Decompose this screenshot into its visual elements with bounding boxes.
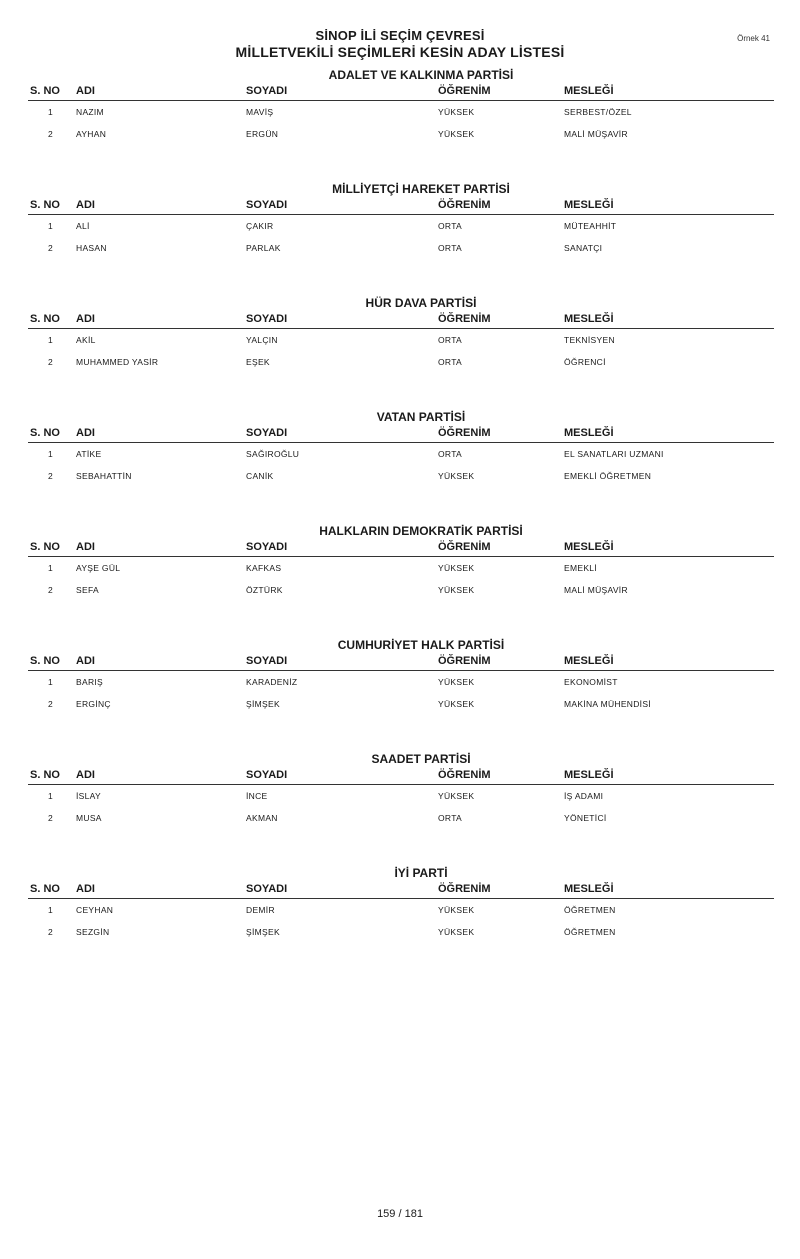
party-section	[28, 408, 774, 487]
candidate-number: 2	[48, 357, 54, 367]
candidate-surname: PARLAK	[246, 243, 281, 253]
candidate-education: YÜKSEK	[438, 791, 475, 801]
column-header-surname: SOYADI	[246, 85, 288, 97]
candidate-education: YÜKSEK	[438, 471, 475, 481]
column-header-row	[28, 198, 774, 215]
candidate-name: SEFA	[76, 585, 99, 595]
candidate-surname: DEMİR	[246, 905, 275, 915]
candidate-occupation: ÖĞRETMEN	[564, 905, 616, 915]
candidate-education: ORTA	[438, 221, 463, 231]
candidate-occupation: EL SANATLARI UZMANI	[564, 449, 664, 459]
party-section	[28, 522, 774, 601]
candidate-surname: AKMAN	[246, 813, 278, 823]
candidate-occupation: ÖĞRETMEN	[564, 927, 616, 937]
candidate-education: ORTA	[438, 243, 463, 253]
document-header	[0, 28, 800, 60]
column-header-no: S. NO	[30, 199, 60, 211]
column-header-occupation: MESLEĞİ	[564, 883, 614, 895]
candidate-name: AKİL	[76, 335, 96, 345]
column-header-row	[28, 84, 774, 101]
column-header-education: ÖĞRENİM	[438, 427, 491, 439]
column-header-name: ADI	[76, 427, 95, 439]
candidate-row	[28, 465, 774, 487]
candidate-number: 2	[48, 699, 54, 709]
candidate-row	[28, 693, 774, 715]
candidate-number: 1	[48, 905, 54, 915]
candidate-row	[28, 671, 774, 693]
column-header-no: S. NO	[30, 769, 60, 781]
candidate-surname: YALÇIN	[246, 335, 278, 345]
column-header-row	[28, 426, 774, 443]
candidate-surname: ŞİMŞEK	[246, 699, 280, 709]
column-header-education: ÖĞRENİM	[438, 199, 491, 211]
column-header-name: ADI	[76, 85, 95, 97]
column-header-name: ADI	[76, 199, 95, 211]
column-header-occupation: MESLEĞİ	[564, 85, 614, 97]
candidate-education: YÜKSEK	[438, 129, 475, 139]
column-header-name: ADI	[76, 655, 95, 667]
column-header-occupation: MESLEĞİ	[564, 199, 614, 211]
candidate-name: ERGİNÇ	[76, 699, 111, 709]
candidate-number: 2	[48, 243, 54, 253]
party-section	[28, 864, 774, 943]
column-header-education: ÖĞRENİM	[438, 655, 491, 667]
candidate-occupation: YÖNETİCİ	[564, 813, 607, 823]
party-name: CUMHURİYET HALK PARTİSİ	[337, 638, 505, 652]
candidate-occupation: SANATÇI	[564, 243, 603, 253]
party-name: ADALET VE KALKINMA PARTİSİ	[328, 68, 514, 82]
candidate-surname: ÇAKIR	[246, 221, 274, 231]
column-header-name: ADI	[76, 769, 95, 781]
candidate-name: ALİ	[76, 221, 90, 231]
province-title: SİNOP İLİ SEÇİM ÇEVRESİ	[315, 28, 485, 43]
candidate-occupation: İŞ ADAMI	[564, 791, 604, 801]
column-header-occupation: MESLEĞİ	[564, 655, 614, 667]
candidate-education: ORTA	[438, 335, 463, 345]
candidate-number: 2	[48, 129, 54, 139]
party-name: SAADET PARTİSİ	[371, 752, 471, 766]
candidate-row	[28, 329, 774, 351]
party-name: VATAN PARTİSİ	[376, 410, 466, 424]
candidate-row	[28, 557, 774, 579]
column-header-occupation: MESLEĞİ	[564, 427, 614, 439]
column-header-occupation: MESLEĞİ	[564, 769, 614, 781]
party-name: İYİ PARTİ	[394, 866, 448, 880]
candidate-education: YÜKSEK	[438, 563, 475, 573]
column-header-no: S. NO	[30, 655, 60, 667]
candidate-surname: ŞİMŞEK	[246, 927, 280, 937]
candidate-name: SEBAHATTİN	[76, 471, 132, 481]
candidate-number: 2	[48, 927, 54, 937]
candidate-name: ATİKE	[76, 449, 102, 459]
column-header-education: ÖĞRENİM	[438, 541, 491, 553]
candidate-occupation: ÖĞRENCİ	[564, 357, 606, 367]
candidate-number: 1	[48, 449, 54, 459]
column-header-row	[28, 882, 774, 899]
column-header-surname: SOYADI	[246, 313, 288, 325]
candidate-education: ORTA	[438, 357, 463, 367]
column-header-name: ADI	[76, 883, 95, 895]
column-header-surname: SOYADI	[246, 769, 288, 781]
candidate-row	[28, 215, 774, 237]
candidate-surname: SAĞIROĞLU	[246, 449, 300, 459]
candidate-name: SEZGİN	[76, 927, 110, 937]
candidate-number: 1	[48, 107, 54, 117]
candidate-row	[28, 123, 774, 145]
candidate-row	[28, 785, 774, 807]
candidate-row	[28, 101, 774, 123]
party-section	[28, 294, 774, 373]
candidate-education: YÜKSEK	[438, 905, 475, 915]
column-header-no: S. NO	[30, 427, 60, 439]
column-header-education: ÖĞRENİM	[438, 85, 491, 97]
column-header-no: S. NO	[30, 541, 60, 553]
column-header-education: ÖĞRENİM	[438, 313, 491, 325]
candidate-row	[28, 899, 774, 921]
candidate-surname: KARADENİZ	[246, 677, 298, 687]
candidate-occupation: EMEKLİ ÖĞRETMEN	[564, 471, 652, 481]
column-header-surname: SOYADI	[246, 655, 288, 667]
candidate-name: CEYHAN	[76, 905, 114, 915]
candidate-surname: MAVİŞ	[246, 107, 274, 117]
candidate-education: YÜKSEK	[438, 927, 475, 937]
column-header-row	[28, 540, 774, 557]
page-number: 159 / 181	[377, 1208, 423, 1220]
candidate-name: HASAN	[76, 243, 107, 253]
candidate-occupation: TEKNİSYEN	[564, 335, 615, 345]
candidate-occupation: EMEKLİ	[564, 563, 597, 573]
party-section	[28, 66, 774, 145]
column-header-name: ADI	[76, 313, 95, 325]
column-header-surname: SOYADI	[246, 541, 288, 553]
column-header-row	[28, 768, 774, 785]
candidate-row	[28, 579, 774, 601]
candidate-education: YÜKSEK	[438, 585, 475, 595]
candidate-occupation: MAKİNA MÜHENDİSİ	[564, 699, 651, 709]
column-header-surname: SOYADI	[246, 199, 288, 211]
candidate-number: 1	[48, 677, 54, 687]
party-section	[28, 636, 774, 715]
candidate-surname: ERGÜN	[246, 129, 279, 139]
candidate-name: BARIŞ	[76, 677, 104, 687]
column-header-row	[28, 312, 774, 329]
column-header-no: S. NO	[30, 313, 60, 325]
candidate-education: ORTA	[438, 449, 463, 459]
candidate-occupation: SERBEST/ÖZEL	[564, 107, 632, 117]
candidate-education: YÜKSEK	[438, 677, 475, 687]
candidate-name: MUSA	[76, 813, 102, 823]
form-reference: Örnek 41	[737, 34, 770, 43]
party-section	[28, 180, 774, 259]
column-header-no: S. NO	[30, 883, 60, 895]
candidate-education: YÜKSEK	[438, 107, 475, 117]
candidate-number: 2	[48, 813, 54, 823]
candidate-number: 1	[48, 335, 54, 345]
candidate-surname: ÖZTÜRK	[246, 585, 283, 595]
column-header-education: ÖĞRENİM	[438, 769, 491, 781]
column-header-surname: SOYADI	[246, 883, 288, 895]
candidate-number: 1	[48, 563, 54, 573]
candidate-occupation: MALİ MÜŞAVİR	[564, 129, 628, 139]
column-header-education: ÖĞRENİM	[438, 883, 491, 895]
candidate-surname: İNCE	[246, 791, 268, 801]
candidate-occupation: MÜTEAHHİT	[564, 221, 617, 231]
column-header-no: S. NO	[30, 85, 60, 97]
candidate-occupation: MALİ MÜŞAVİR	[564, 585, 628, 595]
candidate-number: 2	[48, 585, 54, 595]
party-name: HÜR DAVA PARTİSİ	[365, 296, 477, 310]
candidate-row	[28, 807, 774, 829]
column-header-occupation: MESLEĞİ	[564, 541, 614, 553]
candidate-surname: CANİK	[246, 471, 274, 481]
column-header-name: ADI	[76, 541, 95, 553]
candidate-name: MUHAMMED YASİR	[76, 357, 159, 367]
party-section	[28, 750, 774, 829]
candidate-education: ORTA	[438, 813, 463, 823]
candidate-number: 1	[48, 791, 54, 801]
candidate-name: AYHAN	[76, 129, 107, 139]
candidate-row	[28, 443, 774, 465]
candidate-name: İSLAY	[76, 791, 101, 801]
party-name: MİLLİYETÇİ HAREKET PARTİSİ	[332, 182, 510, 196]
candidate-surname: KAFKAS	[246, 563, 282, 573]
column-header-row	[28, 654, 774, 671]
column-header-occupation: MESLEĞİ	[564, 313, 614, 325]
candidate-number: 1	[48, 221, 54, 231]
column-header-surname: SOYADI	[246, 427, 288, 439]
candidate-row	[28, 351, 774, 373]
candidate-education: YÜKSEK	[438, 699, 475, 709]
candidate-row	[28, 237, 774, 259]
candidate-occupation: EKONOMİST	[564, 677, 618, 687]
candidate-surname: EŞEK	[246, 357, 270, 367]
party-name: HALKLARIN DEMOKRATİK PARTİSİ	[319, 524, 523, 538]
candidate-number: 2	[48, 471, 54, 481]
candidate-name: NAZIM	[76, 107, 104, 117]
list-title: MİLLETVEKİLİ SEÇİMLERİ KESİN ADAY LİSTESİ	[235, 44, 565, 60]
candidate-row	[28, 921, 774, 943]
candidate-name: AYŞE GÜL	[76, 563, 121, 573]
